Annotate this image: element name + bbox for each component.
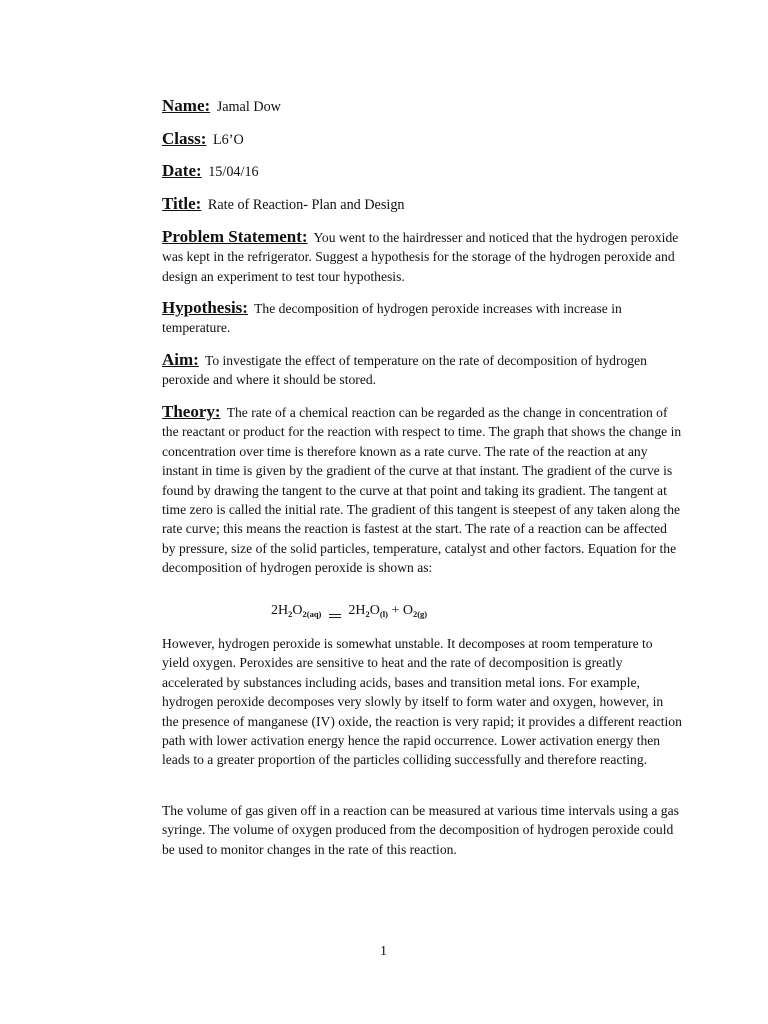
title-field [162, 194, 682, 216]
problem-statement-label: Problem Statement: [162, 227, 308, 246]
theory-text: The rate of a chemical reaction can be regarded as the change in concentration of the reactant or product for the reaction with respect to time. The graph that shows the change in concentration over time is therefore known as a rate curve. The rate of the reaction at any instant in time is given by the gradient of the curve at that instant. The gradient of the curve is found by drawing the tangent to the curve at that point and taking its gradient. The tangent at time zero is called the initial rate. The gradient of this tangent is steepest of any taken along the rate curve; this means the reaction is fastest at the start. The rate of a reaction can be affected by pressure, size of the solid particles, temperature, catalyst and other factors. Equation for the decomposition of hydrogen peroxide is shown as: [162, 405, 682, 576]
aim [162, 350, 682, 390]
class-label: Class: [162, 129, 207, 148]
date-label: Date: [162, 161, 202, 180]
eq-reactant-h: 2H [271, 603, 289, 618]
class-value: L6’O [212, 132, 244, 148]
aim-label: Aim: [162, 350, 199, 369]
name-field [162, 96, 682, 118]
eq-sub: (l) [379, 609, 388, 619]
eq-product-o: O [369, 603, 380, 618]
decomposition-equation [271, 603, 427, 619]
name-label: Name: [162, 96, 211, 115]
date-field [162, 161, 682, 183]
theory-label: Theory: [162, 402, 221, 421]
class-field [162, 129, 682, 151]
title-value: Rate of Reaction- Plan and Design [207, 197, 405, 213]
hypothesis-label: Hypothesis: [162, 298, 248, 317]
eq-sub: 2(aq) [302, 609, 322, 619]
eq-reactant-o: O [292, 603, 303, 618]
name-value: Jamal Dow [216, 99, 281, 115]
eq-sub: 2(g) [412, 609, 428, 619]
paragraph-gas-volume: The volume of gas given off in a reaction can be measured at various time intervals using a gas syringe. The volume of oxygen produced from the decomposition of hydrogen peroxide could be used to monitor changes in the rate of this reaction. [162, 803, 679, 857]
problem-statement-text: You went to the hairdresser and noticed that the hydrogen peroxide was kept in the refrigerator. Suggest a hypothesis for the storage of the hydrogen peroxide and design an experiment to test tour hypothesis. [162, 230, 679, 284]
problem-statement [162, 227, 682, 286]
equilibrium-arrow-icon [329, 614, 341, 618]
theory [162, 402, 682, 578]
date-value: 15/04/16 [208, 164, 259, 180]
paragraph-unstable: However, hydrogen peroxide is somewhat unstable. It decomposes at room temperature to yield oxygen. Peroxides are sensitive to heat and the rate of decomposition is greatly accelerated by substances including acids, bases and transition metal ions. For example, hydrogen peroxide decomposes very slowly by itself to form water and oxygen, however, in the presence of manganese (IV) oxide, the reaction is very rapid; it provides a different reaction path with lower activation energy hence the rapid occurrence. Lower activation energy then leads to a greater proportion of the particles colliding successfully and therefore reacting. [162, 636, 682, 768]
hypothesis [162, 298, 682, 338]
eq-sub: 2 [365, 609, 370, 619]
eq-sub: 2 [288, 609, 293, 619]
eq-product-h: 2H [348, 603, 366, 618]
title-label: Title: [162, 194, 202, 213]
eq-product-o2: + O [391, 603, 413, 618]
page-number: 1 [380, 944, 387, 959]
aim-text: To investigate the effect of temperature on the rate of decomposition of hydrogen peroxide and where it should be stored. [162, 353, 647, 388]
hypothesis-text: The decomposition of hydrogen peroxide increases with increase in temperature. [162, 301, 622, 336]
